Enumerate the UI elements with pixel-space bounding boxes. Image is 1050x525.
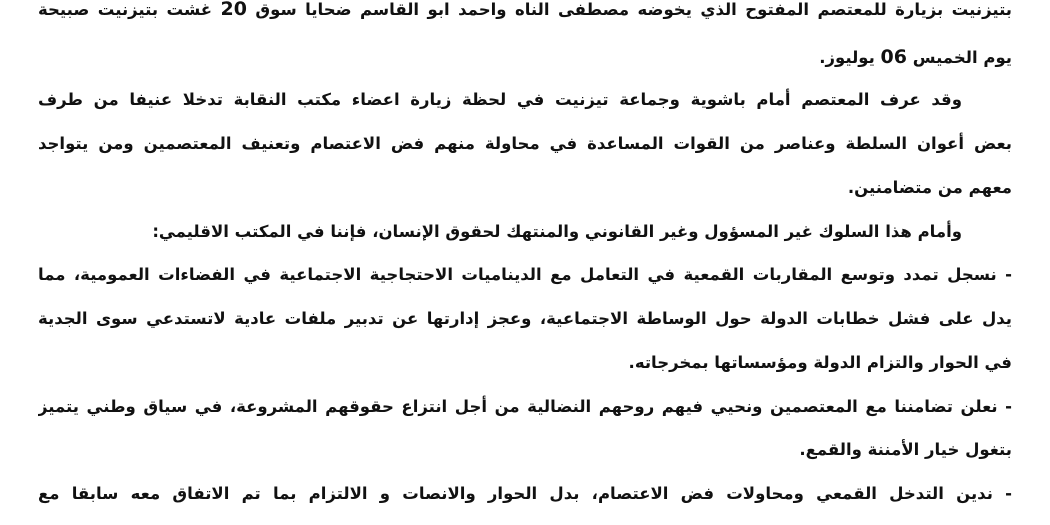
line-1-text-start: بتيزنيت بزيارة للمعتصم المفتوح الذي يخوضه مصطفى الناه واحمد ابو القاسم ضحايا سوق — [246, 0, 1012, 19]
paragraph-line-5: معهم من متضامنين. — [847, 178, 1012, 197]
paragraph-line-6: وأمام هذا السلوك غير المسؤول وغير القانوني والمنتهك لحقوق الإنسان، فإننا في المكتب الاقليمي: — [152, 222, 962, 241]
paragraph-line-4: بعض أعوان السلطة وعناصر من القوات المساعدة في محاولة منهم فض الاعتصام وتعنيف المعتصمين ومن يتواجد — [38, 134, 1012, 153]
paragraph-line-7: - نسجل تمدد وتوسع المقاربات القمعية في التعامل مع الديناميات الاحتجاجية الاجتماعية في الفضاءات العمومية، مما — [38, 265, 1012, 284]
line-1-text-end: غشت بتيزنيت صبيحة — [38, 0, 221, 19]
paragraph-line-3: وقد عرف المعتصم أمام باشوية وجماعة تيزنيت في لحظة زيارة اعضاء مكتب النقابة تدخلا عنيفا من طرف — [38, 90, 962, 109]
line-2-text-end: يوليوز. — [819, 48, 881, 67]
paragraph-line-9: في الحوار والتزام الدولة ومؤسساتها بمخرجاته. — [628, 353, 1012, 372]
paragraph-line-10: - نعلن تضامننا مع المعتصمين ونحيي فيهم روحهم النضالية من أجل انتزاع حقوقهم المشروعة، في سياق وطني يتميز — [38, 397, 1012, 416]
paragraph-line-12: - ندين التدخل القمعي ومحاولات فض الاعتصام، بدل الحوار والانصات و الالتزام بما تم الاتفاق معه سابقا مع — [38, 484, 1012, 503]
paragraph-line-2 — [38, 44, 1012, 72]
visit-date-number: 06 — [880, 46, 907, 68]
paragraph-line-8: يدل على فشل خطابات الدولة حول الوساطة الاجتماعية، وعجز إدارتها عن تدبير ملفات عادية لاتستدعي سوى الجدية — [38, 309, 1012, 328]
line-2-text-start: يوم الخميس — [907, 48, 1012, 67]
market-date-number: 20 — [220, 0, 247, 20]
paragraph-line-11: بتغول خيار الأمننة والقمع. — [799, 440, 1012, 459]
paragraph-line-1 — [38, 0, 1012, 24]
